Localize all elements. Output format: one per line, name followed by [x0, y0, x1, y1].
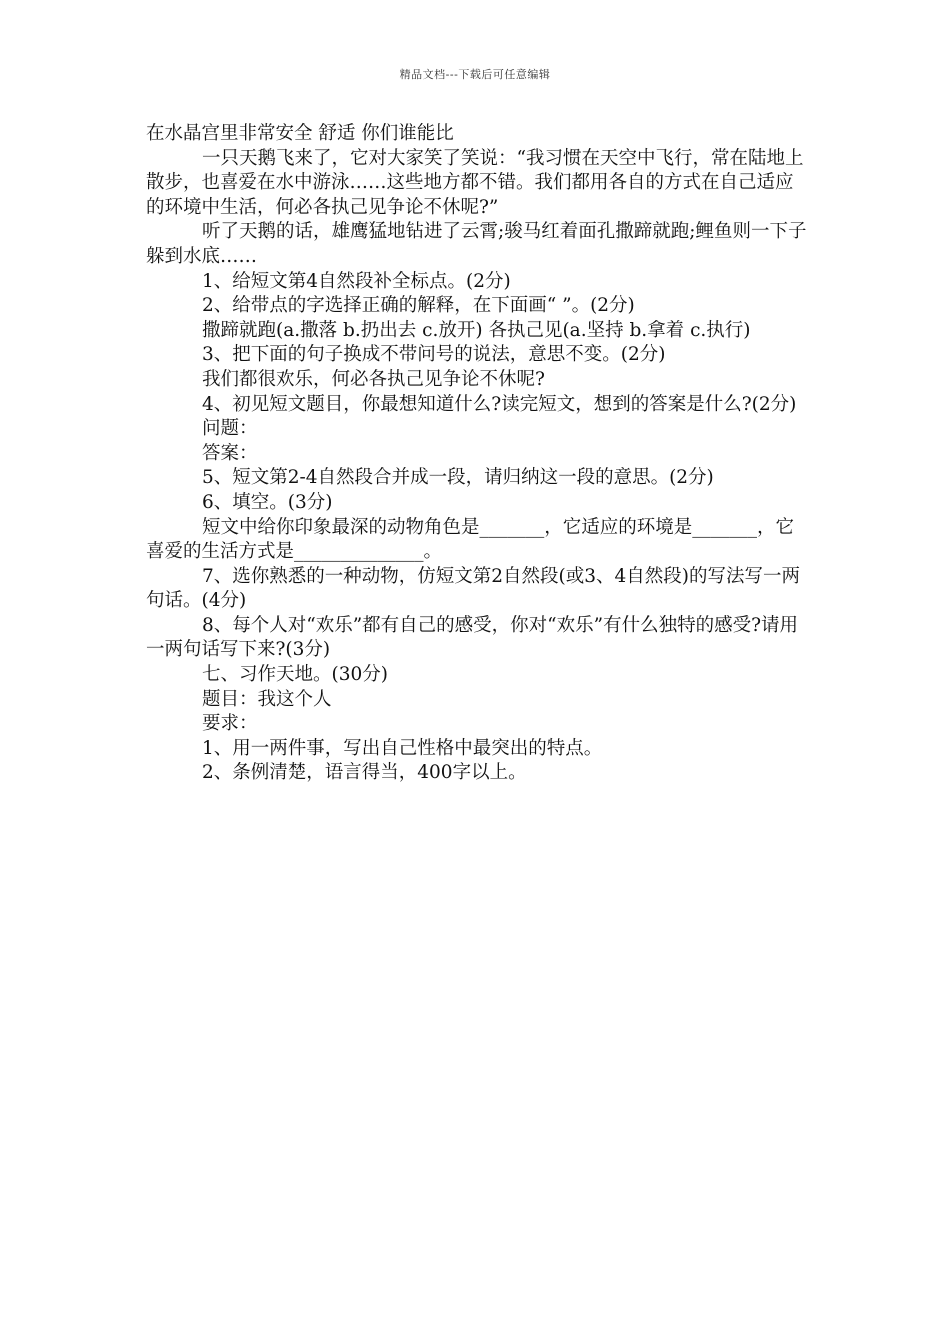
document-body [146, 122, 808, 786]
requirement-2: 2、条例清楚，语言得当，400字以上。 [202, 762, 527, 784]
question-3: 3、把下面的句子换成不带问号的说法，意思不变。(2分) [202, 344, 666, 366]
paragraph-2: 听了天鹅的话，雄鹰猛地钻进了云霄;骏马红着面孔撒蹄就跑;鲤鱼则一下子躲到水底…… [146, 221, 807, 267]
requirement-1: 1、用一两件事，写出自己性格中最突出的特点。 [202, 737, 603, 759]
question-7: 7、选你熟悉的一种动物，仿短文第2自然段(或3、4自然段)的写法写一两句话。(4分) [146, 565, 801, 612]
question-6-blanks: 短文中给你印象最深的动物角色是_______，它适应的环境是_______，它喜爱的生活方式是______________。 [146, 516, 795, 563]
question-4: 4、初见短文题目，你最想知道什么?读完短文，想到的答案是什么?(2分) [202, 393, 797, 415]
essay-title: 题目：我这个人 [202, 688, 332, 710]
question-2: 2、给带点的字选择正确的解释，在下面画“ ”。(2分) [202, 295, 635, 317]
question-4-problem-label: 问题： [202, 418, 258, 440]
question-5: 5、短文第2-4自然段合并成一段，请归纳这一段的意思。(2分) [202, 467, 714, 489]
question-8: 8、每个人对“欢乐”都有自己的感受，你对“欢乐”有什么独特的感受?请用一两句话写下来?(3分) [146, 614, 799, 661]
question-4-answer-label: 答案： [202, 442, 258, 464]
question-6: 6、填空。(3分) [202, 491, 333, 513]
question-3-sentence: 我们都很欢乐，何必各执己见争论不休呢? [202, 368, 545, 390]
page-header: 精品文档---下载后可任意编辑 [399, 68, 551, 81]
requirements-label: 要求： [202, 713, 258, 735]
paragraph-1: 一只天鹅飞来了，它对大家笑了笑说：“我习惯在天空中飞行，常在陆地上散步，也喜爱在水中游泳……这些地方都不错。我们都用各自的方式在自己适应的环境中生活，何必各执己见争论不休呢?” [146, 147, 804, 218]
question-1: 1、给短文第4自然段补全标点。(2分) [202, 270, 511, 292]
question-2-options: 撒蹄就跑(a.撒落 b.扔出去 c.放开) 各执己见(a.坚持 b.拿着 c.执行) [202, 319, 751, 341]
section-7-heading: 七、习作天地。(30分) [202, 664, 388, 686]
paragraph-0: 在水晶宫里非常安全 舒适 你们谁能比 [146, 123, 454, 144]
